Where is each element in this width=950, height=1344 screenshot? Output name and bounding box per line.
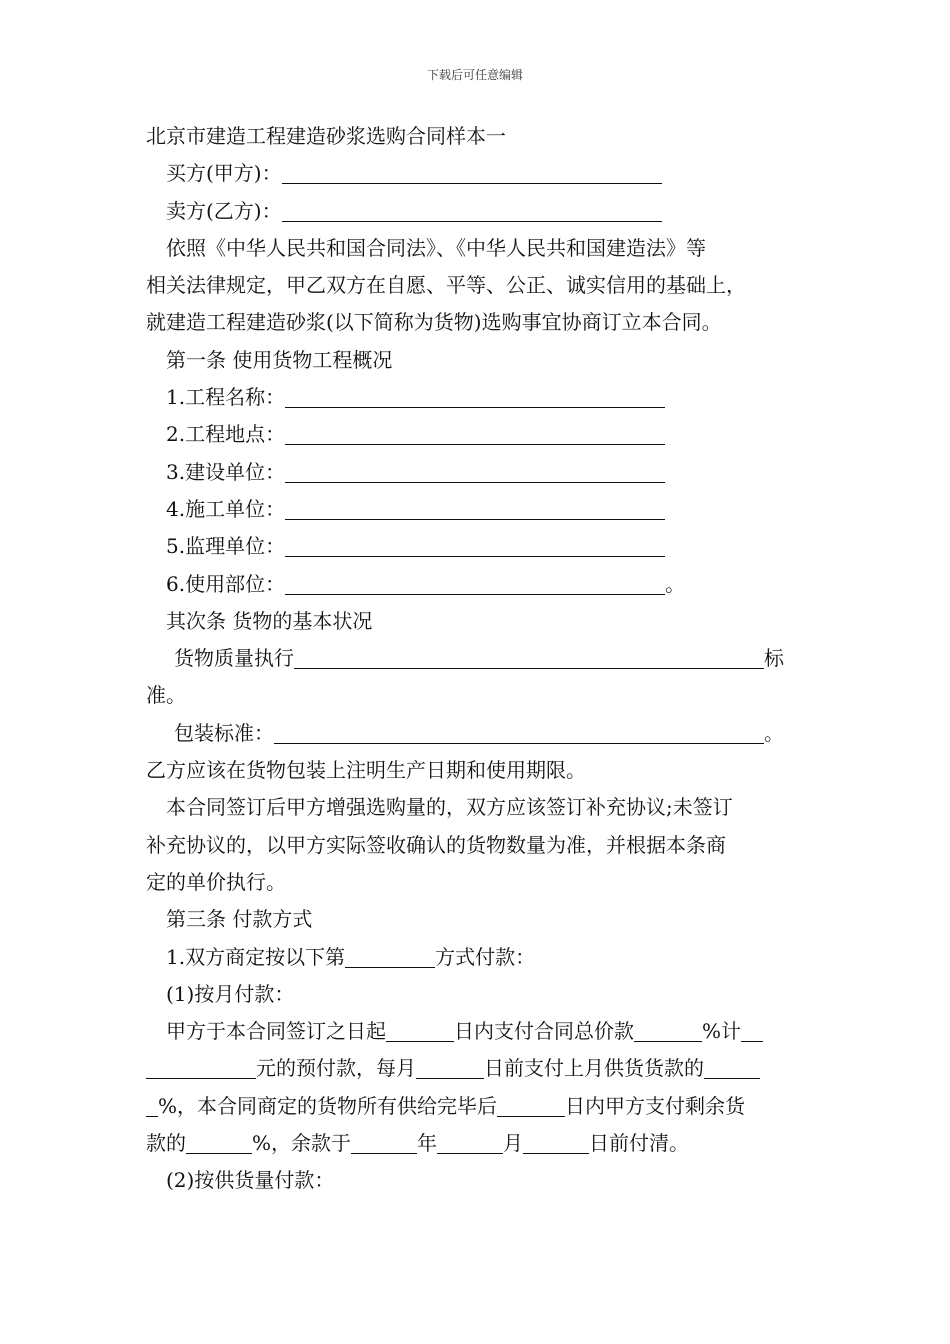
quality-label: 货物质量执行 (174, 646, 294, 671)
percent-blank-4 (186, 1131, 252, 1154)
project-location-line (146, 416, 816, 453)
monthly-text-3a: %，本合同商定的货物所有供给完毕后 (158, 1093, 498, 1118)
supervisor-unit-line (146, 528, 816, 565)
quality-blank (294, 646, 764, 669)
days-blank-3 (497, 1094, 565, 1117)
builder-unit-blank (285, 497, 665, 520)
amount-blank-1a (741, 1019, 763, 1042)
label-note: 乙方应该在货物包装上注明生产日期和使用期限。 (146, 758, 586, 783)
package-blank (274, 721, 764, 744)
monthly-text-1a: 甲方于本合同签订之日起 (166, 1019, 386, 1044)
supervisor-unit-label: 5.监理单位： (166, 534, 286, 559)
quality-line (146, 640, 816, 677)
monthly-line-2 (146, 1050, 816, 1087)
intro-line-3: 就建造工程建造砂浆(以下简称为货物)选购事宜协商订立本合同。 (146, 310, 722, 335)
usage-part-label: 6.使用部位： (166, 571, 286, 596)
monthly-text-4d: 月 (503, 1131, 524, 1156)
quality-suffix: 标 (764, 646, 784, 671)
buyer-line (146, 155, 816, 192)
monthly-text-1c: %计 (702, 1019, 742, 1044)
monthly-text-4a: 款的 (146, 1131, 186, 1156)
payment-method-line (146, 939, 816, 976)
seller-label: 卖方(乙方)： (166, 198, 282, 223)
monthly-text-4c: 年 (417, 1131, 438, 1156)
monthly-text-1b: 日内支付合同总价款 (454, 1019, 634, 1044)
project-name-label: 1.工程名称： (166, 385, 286, 410)
supervisor-unit-blank (285, 534, 665, 557)
project-location-label: 2.工程地点： (166, 422, 286, 447)
article2-heading: 其次条 货物的基本状况 (166, 608, 373, 633)
monthly-text-4b: %，余款于 (252, 1131, 352, 1156)
construction-unit-label: 3.建设单位： (166, 459, 286, 484)
quality-line-end: 准。 (146, 683, 186, 708)
supplement-line-1: 本合同签订后甲方增强选购量的，双方应该签订补充协议;未签订 (166, 795, 733, 820)
construction-unit-blank (285, 460, 665, 483)
monthly-line-4 (146, 1125, 816, 1162)
intro-line-1: 依照《中华人民共和国合同法》、《中华人民共和国建造法》等 (166, 235, 706, 260)
by-volume-heading: (2)按供货量付款： (166, 1168, 335, 1193)
monthly-text-3b: 日内甲方支付剩余货 (565, 1093, 746, 1118)
package-end: 。 (764, 720, 784, 745)
intro-line-2: 相关法律规定，甲乙双方在自愿、平等、公正、诚实信用的基础上， (146, 273, 746, 298)
supplement-line-2: 补充协议的，以甲方实际签收确认的货物数量为准，并根据本条商 (146, 832, 726, 857)
project-name-line (146, 379, 816, 416)
usage-part-line (146, 566, 816, 603)
monthly-line-3 (146, 1088, 816, 1125)
contract-document (146, 118, 816, 1200)
year-blank (351, 1131, 417, 1154)
usage-part-blank (285, 572, 665, 595)
payment-method-blank (345, 945, 435, 968)
days-blank-1 (386, 1019, 454, 1042)
monthly-text-2a: 元的预付款，每月 (256, 1056, 416, 1081)
monthly-text-2b: 日前支付上月供货货款的 (484, 1056, 704, 1081)
supplement-line-3: 定的单价执行。 (146, 869, 286, 894)
amount-blank-1b (146, 1056, 256, 1079)
package-line (146, 715, 816, 752)
day-blank-4 (523, 1131, 589, 1154)
builder-unit-line (146, 491, 816, 528)
monthly-heading: (1)按月付款： (166, 981, 295, 1006)
buyer-blank (282, 161, 662, 184)
article3-heading: 第三条 付款方式 (166, 907, 313, 932)
percent-blank-2a (704, 1056, 760, 1079)
payment-method-suffix: 方式付款： (435, 944, 536, 969)
construction-unit-line (146, 454, 816, 491)
contract-title: 北京市建造工程建造砂浆选购合同样本一 (146, 124, 506, 148)
page-header-note: 下载后可任意编辑 (426, 68, 523, 82)
article1-heading: 第一条 使用货物工程概况 (166, 347, 393, 372)
project-location-blank (285, 422, 665, 445)
payment-method-label: 1.双方商定按以下第 (166, 944, 346, 969)
monthly-text-4e: 日前付清。 (589, 1131, 690, 1156)
project-name-blank (285, 385, 665, 408)
usage-part-end: 。 (665, 571, 686, 596)
day-blank-2 (416, 1056, 484, 1079)
seller-line (146, 193, 816, 230)
buyer-label: 买方(甲方)： (166, 161, 282, 186)
month-blank (437, 1131, 503, 1154)
package-label: 包装标准： (174, 720, 274, 745)
percent-blank-2b (146, 1094, 158, 1117)
percent-blank-1 (634, 1019, 702, 1042)
monthly-line-1 (146, 1013, 816, 1050)
seller-blank (282, 199, 662, 222)
builder-unit-label: 4.施工单位： (166, 496, 286, 521)
